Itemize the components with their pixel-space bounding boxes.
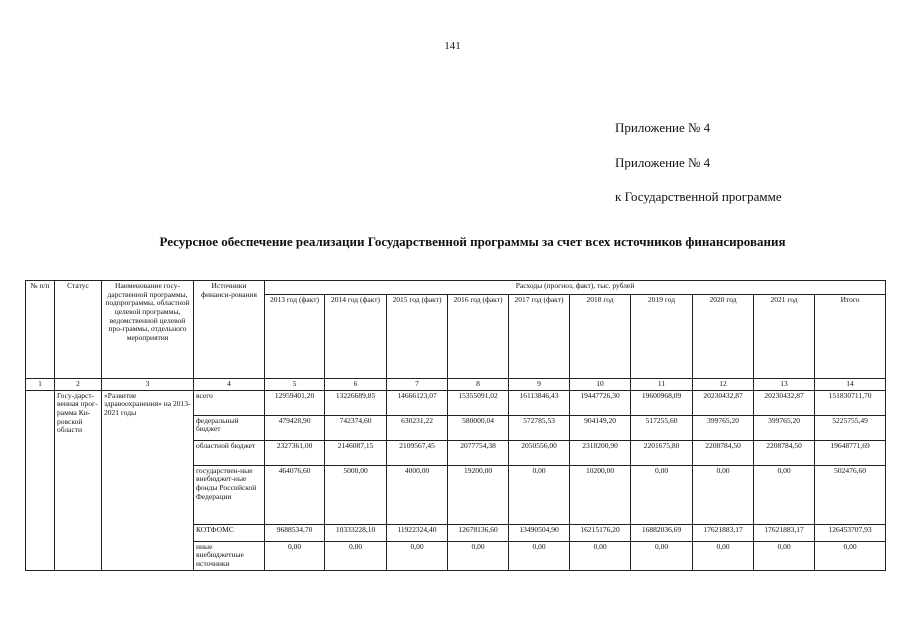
value-cell: 580000,04 [448, 415, 509, 440]
page-number: 141 [444, 40, 461, 52]
value-cell: 16882036,69 [631, 524, 693, 541]
header-year: 2019 год [631, 295, 693, 379]
column-number: 3 [102, 379, 194, 391]
header-year: 2017 год (факт) [509, 295, 570, 379]
value-cell: 11922324,40 [387, 524, 448, 541]
appendix-line-1: Приложение № 4 [615, 120, 711, 135]
value-cell: 630231,22 [387, 415, 448, 440]
header-row [26, 281, 886, 295]
header-expenses: Расходы (прогноз, факт), тыс. рублей [265, 281, 886, 295]
value-cell: 20230432,87 [754, 390, 815, 415]
value-cell: 2201675,80 [631, 440, 693, 465]
value-cell: 2050556,00 [509, 440, 570, 465]
source-label: иные внебюджетные источники [194, 541, 265, 570]
header-sources: Источники финанси-рования [194, 281, 265, 379]
value-cell: 517255,60 [631, 415, 693, 440]
column-number: 1 [26, 379, 55, 391]
header-year: 2013 год (факт) [265, 295, 325, 379]
value-cell: 20230432,87 [693, 390, 754, 415]
value-cell: 10333228,10 [325, 524, 387, 541]
column-number: 2 [55, 379, 102, 391]
value-cell: 19200,00 [448, 465, 509, 524]
source-label: федеральный бюджет [194, 415, 265, 440]
value-cell: 0,00 [570, 541, 631, 570]
header-year: 2014 год (факт) [325, 295, 387, 379]
value-cell: 0,00 [693, 465, 754, 524]
value-cell: 2208784,50 [754, 440, 815, 465]
value-cell: 0,00 [509, 541, 570, 570]
value-cell: 19600968,09 [631, 390, 693, 415]
column-number: 12 [693, 379, 754, 391]
value-cell: 17621883,17 [693, 524, 754, 541]
header-total: Итого [815, 295, 886, 379]
column-number: 8 [448, 379, 509, 391]
value-cell: 0,00 [631, 541, 693, 570]
value-cell: 9688534,70 [265, 524, 325, 541]
document-title: Ресурсное обеспечение реализации Государственной программы за счет всех источников финансирования [159, 234, 786, 249]
value-cell: 2109567,45 [387, 440, 448, 465]
value-cell: 12678136,60 [448, 524, 509, 541]
value-cell: 10200,00 [570, 465, 631, 524]
value-cell: 2146087,15 [325, 440, 387, 465]
source-label: КОТФОМС [194, 524, 265, 541]
total-cell: 151830711,70 [815, 390, 886, 415]
value-cell: 16215176,20 [570, 524, 631, 541]
total-cell: 19648771,69 [815, 440, 886, 465]
header-status: Статус [55, 281, 102, 379]
total-cell: 0,00 [815, 541, 886, 570]
source-label: государствен-ные внебюджет-ные фонды Российской Федерации [194, 465, 265, 524]
value-cell: 0,00 [754, 541, 815, 570]
value-cell: 12959401,20 [265, 390, 325, 415]
value-cell: 5000,00 [325, 465, 387, 524]
value-cell: 399765,20 [693, 415, 754, 440]
value-cell: 904149,20 [570, 415, 631, 440]
value-cell: 0,00 [754, 465, 815, 524]
column-number: 9 [509, 379, 570, 391]
column-number: 6 [325, 379, 387, 391]
column-number: 4 [194, 379, 265, 391]
value-cell: 2318200,90 [570, 440, 631, 465]
row-num-cell [26, 390, 55, 570]
program-status: Госу-дарст-венная прог-рамма Ки-ровской области [55, 390, 102, 570]
header-year: 2015 год (факт) [387, 295, 448, 379]
source-label: областной бюджет [194, 440, 265, 465]
table-row [26, 390, 886, 415]
value-cell: 13490504,90 [509, 524, 570, 541]
header-year: 2020 год [693, 295, 754, 379]
value-cell: 0,00 [509, 465, 570, 524]
total-cell: 126453707,93 [815, 524, 886, 541]
appendix-line-2: Приложение № 4 [615, 155, 711, 170]
value-cell: 742374,60 [325, 415, 387, 440]
program-name: «Развитие здравоохранения» на 2013-2021 годы [102, 390, 194, 570]
value-cell: 0,00 [387, 541, 448, 570]
value-cell: 0,00 [325, 541, 387, 570]
value-cell: 399765,20 [754, 415, 815, 440]
value-cell: 15355091,02 [448, 390, 509, 415]
value-cell: 2327361,00 [265, 440, 325, 465]
value-cell: 0,00 [265, 541, 325, 570]
value-cell: 572785,53 [509, 415, 570, 440]
header-year: 2016 год (факт) [448, 295, 509, 379]
column-number: 5 [265, 379, 325, 391]
header-year: 2018 год [570, 295, 631, 379]
total-cell: 5225755,49 [815, 415, 886, 440]
value-cell: 0,00 [693, 541, 754, 570]
value-cell: 13226689,85 [325, 390, 387, 415]
value-cell: 19447726,30 [570, 390, 631, 415]
value-cell: 479428,90 [265, 415, 325, 440]
value-cell: 4000,00 [387, 465, 448, 524]
column-number: 10 [570, 379, 631, 391]
resource-table [25, 280, 886, 571]
source-label: всего [194, 390, 265, 415]
value-cell: 464076,60 [265, 465, 325, 524]
total-cell: 502476,60 [815, 465, 886, 524]
column-number: 7 [387, 379, 448, 391]
value-cell: 17621883,17 [754, 524, 815, 541]
column-numbers-row [26, 379, 886, 391]
appendix-line-3: к Государственной программе [615, 189, 782, 204]
value-cell: 16113846,43 [509, 390, 570, 415]
header-name: Наименование госу-дарственной программы, подпрограммы, областной целевой программы, ведомственной целевой про-граммы, отдельного мероприятия [102, 281, 194, 379]
value-cell: 14666123,07 [387, 390, 448, 415]
value-cell: 0,00 [631, 465, 693, 524]
column-number: 11 [631, 379, 693, 391]
value-cell: 2077754,38 [448, 440, 509, 465]
header-num: № п/п [26, 281, 55, 379]
value-cell: 2208784,50 [693, 440, 754, 465]
header-year: 2021 год [754, 295, 815, 379]
value-cell: 0,00 [448, 541, 509, 570]
column-number: 13 [754, 379, 815, 391]
column-number: 14 [815, 379, 886, 391]
